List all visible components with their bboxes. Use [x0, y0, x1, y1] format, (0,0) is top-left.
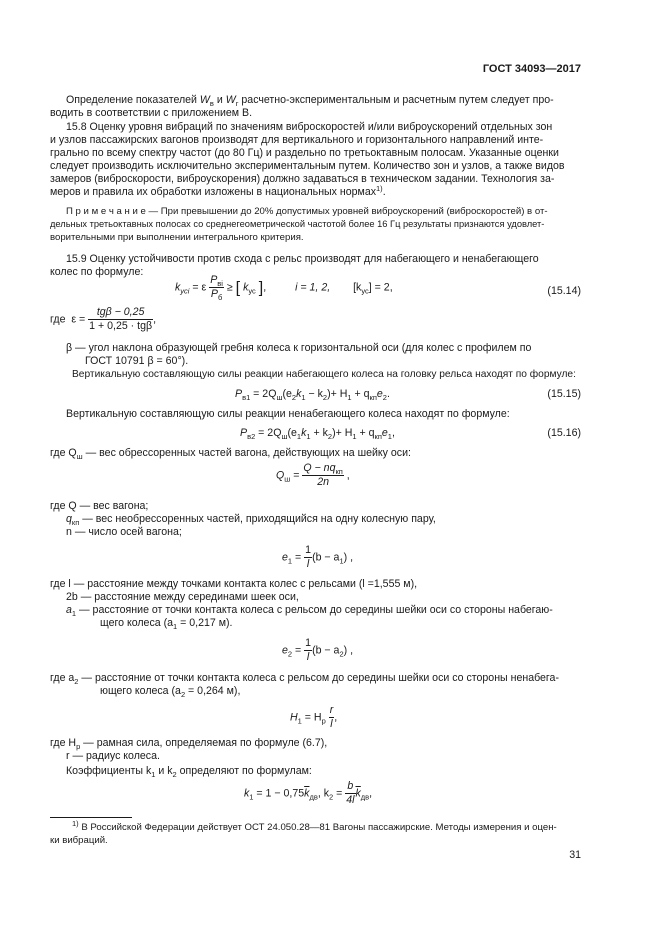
fraction-epsilon: $\frac{\text{tgβ − 0,25}}{\text{1 + 0,25 · tgβ}}$	[89, 306, 153, 332]
formula-qsh: $Q_ш$ = $\frac{Q - nq_{кп}}{2n}$ ,	[276, 462, 350, 488]
qkp-definition: $q_{кп}$ — вес необрессоренных частей, приходящийся на одну колесную пару,	[66, 513, 436, 527]
footnote-separator	[50, 817, 132, 818]
beta-definition-line-1: β — угол наклона образующей гребня колеса к горизонтальной оси (для колес с профилем по	[66, 342, 532, 354]
formula-15-15: $P_{в1} = 2Q_ш(e_2k_1 - k_2)+ H_1 + q_{кп}e_2$.	[235, 388, 390, 402]
epsilon-definition: где ε = $\frac{\text{tgβ − 0,25}}{\text{1 + 0,25 · tgβ}}$ ,	[50, 306, 157, 332]
footnote-reference: 1)	[376, 184, 383, 193]
clause-15-8-line-5: замеров (виброскорости, виброускорения) должно задаваться в техническом задании. Технология за-	[50, 173, 555, 185]
k-coefficients-text: Коэффициенты $k_1$ и $k_2$ определяют по формулам:	[66, 765, 312, 779]
vertical-component-text-2: Вертикальную составляющую силы реакции ненабегающего колеса находят по формуле:	[66, 408, 510, 420]
clause-15-9-line-2: колес по формуле:	[50, 266, 144, 278]
equation-number-15-14: (15.14)	[547, 285, 581, 297]
qsh-definition: где $Q_ш$ — вес обрессоренных частей вагона, действующих на шейку оси:	[50, 447, 411, 461]
n-definition: n — число осей вагона;	[66, 526, 182, 538]
a2-definition-line-2: ющего колеса ($a_2 = 0,264$ м),	[100, 685, 241, 699]
clause-15-8-line-6: меров и правила их обработки изложены в национальных нормах$^{1)}$.	[50, 184, 386, 198]
formula-k: $k_1 = 1 - 0,75\overline{k}_{дв}$, $k_2$ = $\frac{b}{4l}$ $\overline{k}_{дв}$,	[244, 780, 373, 806]
formula-15-16: $P_{в2} = 2Q_ш(e_1k_1 + k_2)+ H_1 + q_{кп}e_1$,	[240, 427, 395, 441]
equation-number-15-16: (15.16)	[547, 427, 581, 439]
paragraph-indices-line-1: Определение показателей $W_в$ и $W_г$ расчетно-экспериментальным и расчетным путем следует про-	[66, 94, 554, 108]
l-definition: где l — расстояние между точками контакта колес с рельсами (l =1,555 м),	[50, 578, 418, 590]
page-number: 31	[569, 849, 581, 861]
a1-definition-line-2: щего колеса ($a_1 = 0,217$ м).	[100, 617, 233, 631]
note-label: П р и м е ч а н и е	[66, 206, 146, 217]
clause-15-8-line-2: и узлов пассажирских вагонов производят для вертикального и горизонтального направлений инте-	[50, 134, 544, 146]
clause-15-9-line-1: 15.9 Оценку устойчивости против схода с рельс производят для набегающего и ненабегающего	[66, 253, 539, 265]
fraction-h1: $\frac{r}{l}$	[329, 704, 334, 730]
beta-definition-line-2: ГОСТ 10791 β = 60°).	[85, 355, 189, 367]
q-definition: где Q — вес вагона;	[50, 500, 149, 512]
formula-e1: $e_1$ = $\frac{1}{l}$ $(b - a_1)$ ,	[282, 544, 354, 570]
a2-definition-line-1: где $a_2$ — расстояние от точки контакта колеса с рельсом до середины шейки оси со стороны ненабега-	[50, 672, 559, 686]
fraction-e2: $\frac{1}{l}$	[305, 637, 312, 663]
clause-15-8-line-3: грально по всему спектру частот (до 80 Гц) и раздельно по третьоктавным полосам. Указанные оценки	[50, 147, 559, 159]
equation-number-15-15: (15.15)	[547, 388, 581, 400]
note-line-3: ворительными при выполнении интегрального критерия.	[50, 232, 304, 243]
fraction-k2: $\frac{b}{4l}$	[346, 780, 355, 806]
note-line-1: П р и м е ч а н и е — При превышении до 20% допустимых уровней виброускорений (виброскоростей) в от-	[66, 206, 548, 217]
formula-h1: $H_1 = H_р$ $\frac{r}{l}$ ,	[290, 704, 338, 730]
footnote-line-1: $^{1)}$ В Российской Федерации действует ОСТ 24.050.28—81 Вагоны пассажирские. Методы измерения и оцен-	[72, 819, 557, 833]
clause-15-8-line-4: следует производить исключительно экспериментальным путем. Количество зон и узлов, а также видов	[50, 160, 565, 172]
r-definition: r — радиус колеса.	[66, 750, 160, 762]
document-header: ГОСТ 34093—2017	[482, 63, 581, 75]
vertical-component-text-1: Вертикальную составляющую силы реакции набегающего колеса на головку рельса находят по формуле:	[72, 369, 576, 380]
formula-e2: $e_2$ = $\frac{1}{l}$ $(b - a_2)$ ,	[282, 637, 354, 663]
note-line-2: дельных третьоктавных полосах со среднегеометрической частотой более 16 Гц результаты признаются удовлет-	[50, 219, 545, 229]
footnote-line-2: ки вибраций.	[50, 835, 108, 846]
fraction-p-ratio: $\frac{P_{вi}}{P_б}$	[210, 274, 223, 302]
fraction-qsh: $\frac{Q - nq_{кп}}{2n}$	[303, 462, 343, 488]
fraction-e1: $\frac{1}{l}$	[305, 544, 312, 570]
clause-15-8-line-1: 15.8 Оценку уровня вибраций по значениям виброскоростей и/или виброускорений отдельных зон	[66, 121, 553, 133]
paragraph-indices-line-2: водить в соответствии с приложением В.	[50, 107, 253, 119]
a1-definition-line-1: $a_1$ — расстояние от точки контакта колеса с рельсом до середины шейки оси со стороны набегаю-	[66, 604, 553, 618]
hr-definition: где $H_р$ — рамная сила, определяемая по формуле (6.7),	[50, 737, 328, 751]
2b-definition: 2b — расстояние между серединами шеек оси,	[66, 591, 299, 603]
formula-15-14: $k_{усi} = \varepsilon$ $\frac{P_{вi}}{P_б}$ ≥ [ $k_{ус}$ ], i = 1, 2, $[k_{ус}] = 2$,	[175, 274, 393, 302]
